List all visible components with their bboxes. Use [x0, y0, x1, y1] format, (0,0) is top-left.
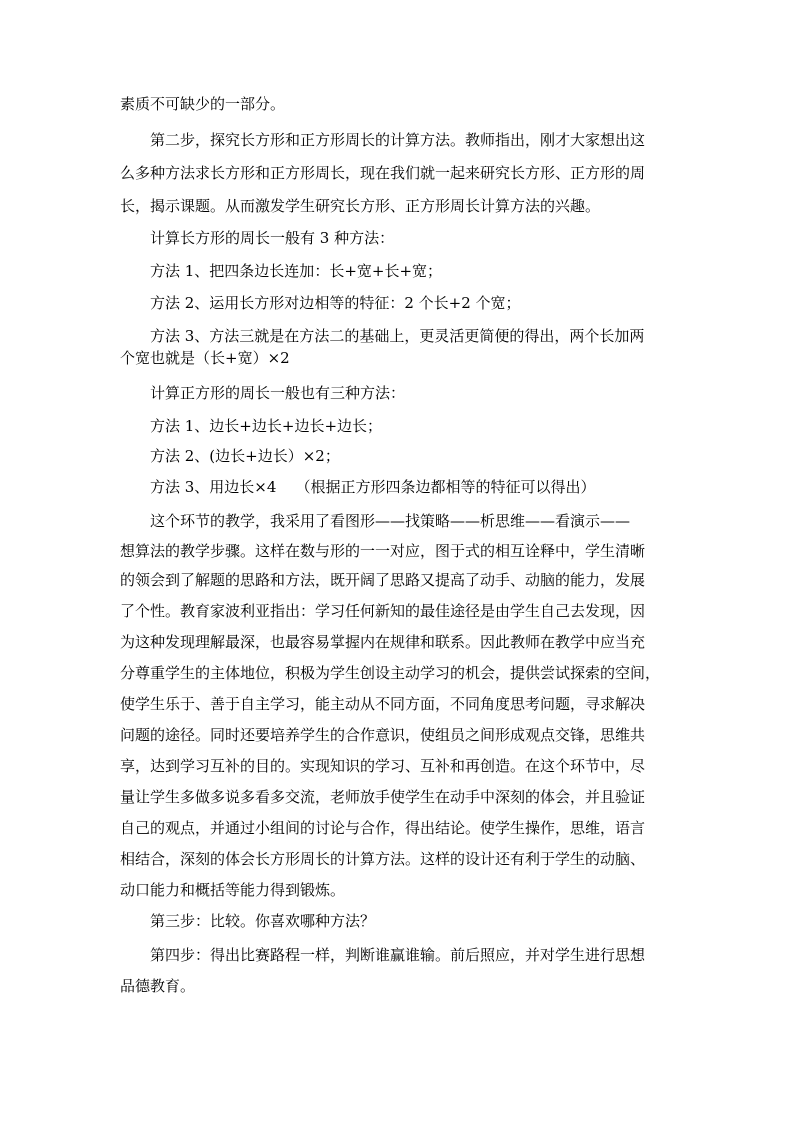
- text-line: 自己的观点，并通过小组间的讨论与合作，得出结论。使学生操作，思维，语言: [120, 819, 646, 837]
- text-line: 素质不可缺少的一部分。: [120, 95, 286, 113]
- text-line: 方法 3、用边长×4 （根据正方形四条边都相等的特征可以得出）: [150, 478, 596, 496]
- text-line: 计算正方形的周长一般也有三种方法：: [150, 384, 406, 402]
- text-line: 个宽也就是（长+宽）×2: [120, 349, 290, 367]
- text-line: 了个性。教育家波利亚指出：学习任何新知的最佳途径是由学生自己去发现，因: [120, 602, 646, 620]
- text-line: 么多种方法求长方形和正方形周长，现在我们就一起来研究长方形、正方形的周: [120, 164, 646, 182]
- text-line: 长，揭示课题。从而激发学生研究长方形、正方形周长计算方法的兴趣。: [120, 197, 601, 215]
- text-line: 相结合，深刻的体会长方形周长的计算方法。这样的设计还有利于学生的动脑、: [120, 850, 646, 868]
- text-line: 方法 2、(边长+边长）×2；: [150, 447, 340, 465]
- text-line: 方法 1、边长+边长+边长+边长；: [150, 417, 383, 435]
- text-line: 享，达到学习互补的目的。实现知识的学习、互补和再创造。在这个环节中，尽: [120, 757, 646, 775]
- text-line: 第三步：比较。你喜欢哪种方法？: [150, 912, 376, 930]
- text-line: 的领会到了解题的思路和方法，既开阔了思路又提高了动手、动脑的能力，发展: [120, 571, 646, 589]
- text-line: 量让学生多做多说多看多交流，老师放手使学生在动手中深刻的体会，并且验证: [120, 788, 646, 806]
- text-line: 方法 3、方法三就是在方法二的基础上，更灵活更简便的得出，两个长加两: [150, 327, 645, 345]
- text-line: 动口能力和概括等能力得到锻炼。: [120, 881, 346, 899]
- text-line: 问题的途径。同时还要培养学生的合作意识，使组员之间形成观点交锋，思维共: [120, 726, 646, 744]
- text-line: 使学生乐于、善于自主学习，能主动从不同方面，不同角度思考问题，寻求解决: [120, 695, 646, 713]
- text-line: 计算长方形的周长一般有 3 种方法：: [150, 229, 395, 247]
- text-line: 第二步，探究长方形和正方形周长的计算方法。教师指出，刚才大家想出这: [150, 131, 646, 149]
- text-line: 方法 2、运用长方形对边相等的特征：2 个长+2 个宽；: [150, 294, 521, 312]
- text-line: 为这种发现理解最深，也最容易掌握内在规律和联系。因此教师在教学中应当充: [120, 633, 646, 651]
- text-line: 品德教育。: [120, 977, 196, 995]
- text-line: 这个环节的教学，我采用了看图形——找策略——析思维——看演示——: [150, 512, 631, 530]
- text-line: 分尊重学生的主体地位，积极为学生创设主动学习的机会，提供尝试探索的空间，: [120, 664, 661, 682]
- text-line: 第四步：得出比赛路程一样，判断谁赢谁输。前后照应，并对学生进行思想: [150, 946, 646, 964]
- text-line: 想算法的教学步骤。这样在数与形的一一对应，图于式的相互诠释中，学生清晰: [120, 542, 646, 560]
- text-line: 方法 1、把四条边长连加：长+宽+长+宽；: [150, 262, 443, 280]
